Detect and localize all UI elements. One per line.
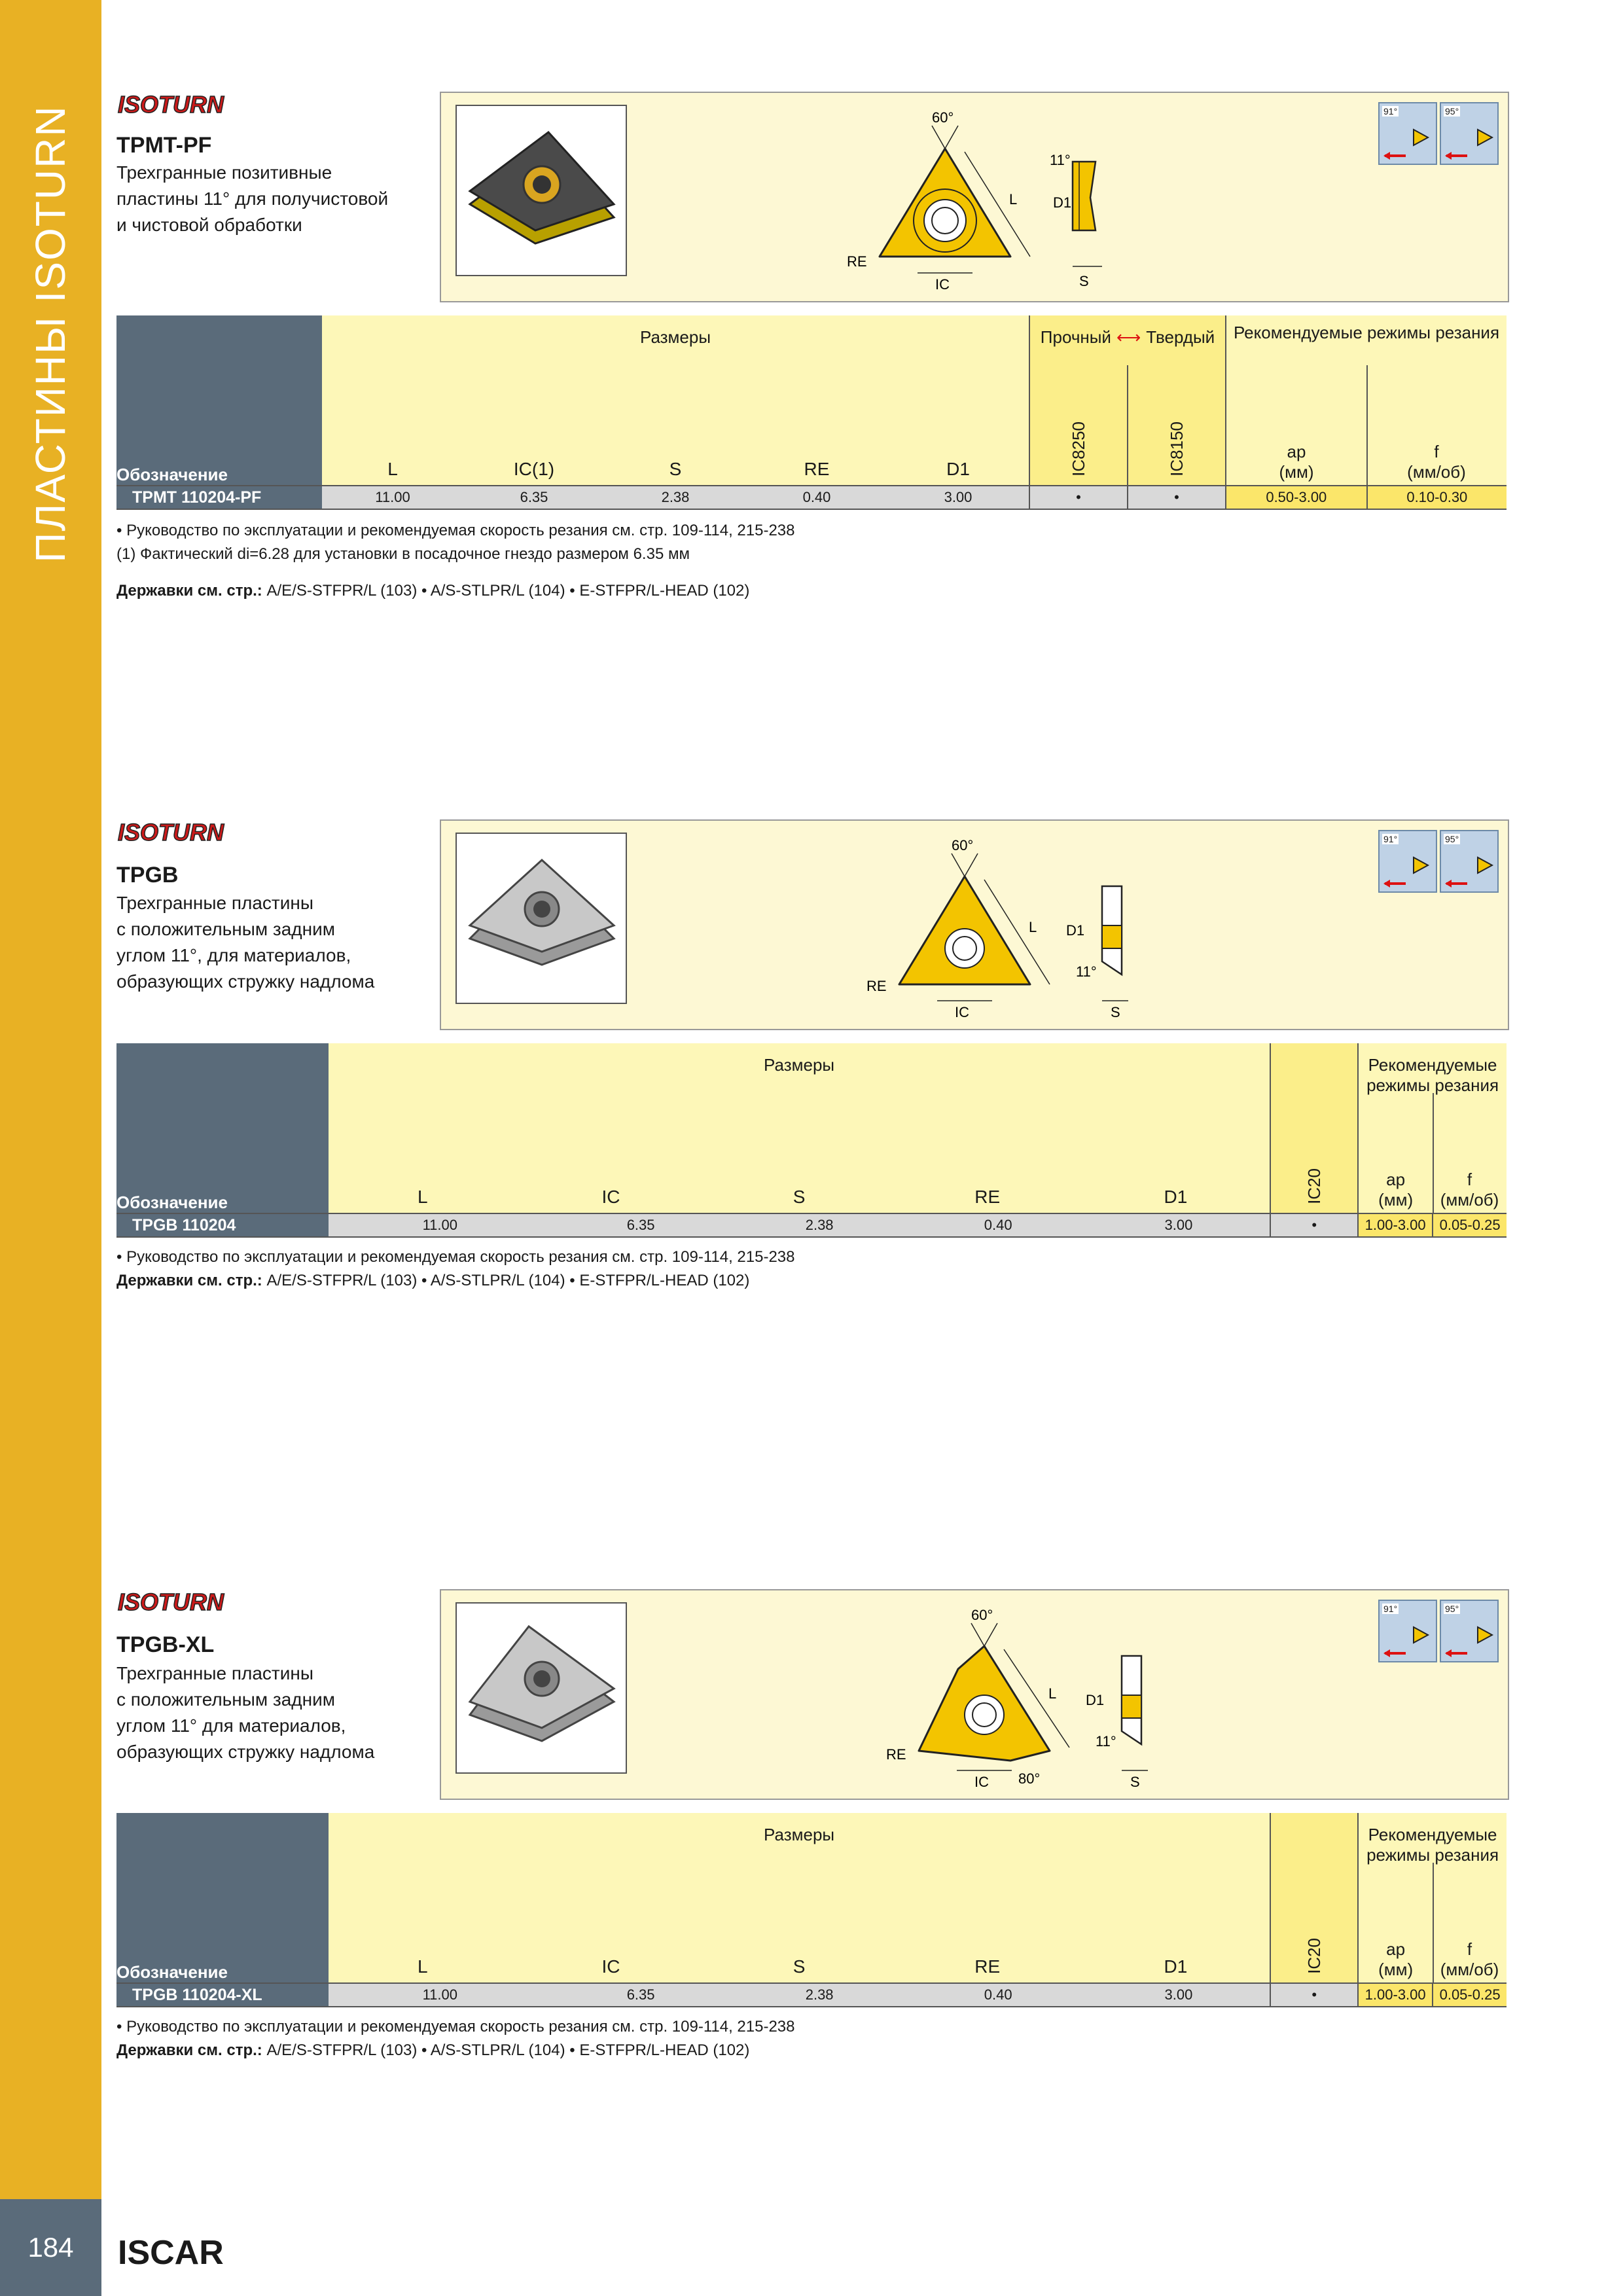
insert-photo — [455, 105, 627, 276]
svg-text:11°: 11° — [1096, 1733, 1116, 1749]
col-IC: IC — [601, 1187, 620, 1207]
holders-line: Державки см. стр.: A/E/S-STFPR/L (103) • A/S-STLPR/L (104) • E-STFPR/L-HEAD (102) — [116, 582, 750, 600]
svg-text:L: L — [1048, 1685, 1057, 1702]
svg-text:D1: D1 — [1086, 1692, 1105, 1708]
insert-photo — [455, 833, 627, 1004]
sidebar — [0, 0, 101, 2199]
table-row: TPGB 110204-XL 11.00 6.35 2.38 0.40 3.00 • 1.00-3.00 0.05-0.25 — [116, 1983, 1507, 2007]
grade-IC8250: IC8250 — [1068, 422, 1088, 476]
figure-panel — [440, 819, 1509, 1030]
designation-header: Обозначение — [116, 1043, 329, 1213]
f-header: f (мм/об) — [1440, 1939, 1499, 1979]
product-title: TPGB — [116, 863, 179, 888]
col-D1: D1 — [946, 459, 970, 479]
svg-text:IC: IC — [974, 1774, 989, 1790]
holders-line: Державки см. стр.: A/E/S-STFPR/L (103) • A/S-STLPR/L (104) • E-STFPR/L-HEAD (102) — [116, 1272, 750, 1289]
insert-photo — [455, 1602, 627, 1774]
col-L: L — [418, 1187, 428, 1207]
svg-text:RE: RE — [886, 1746, 906, 1763]
figure-panel — [440, 92, 1509, 302]
svg-text:S: S — [1130, 1774, 1140, 1790]
svg-text:ISOTURN: ISOTURN — [118, 819, 224, 846]
designation-header: Обозначение — [116, 1813, 329, 1983]
svg-text:ISOTURN: ISOTURN — [118, 92, 224, 118]
application-icon-95: 95° — [1440, 830, 1499, 893]
svg-text:S: S — [1079, 273, 1089, 289]
spec-table — [116, 1043, 1507, 1238]
arrow-icon: ⟷ — [1116, 327, 1141, 347]
cutting-header: Рекомендуемые режимы резания — [1366, 1055, 1499, 1095]
svg-text:60°: 60° — [952, 837, 974, 853]
col-D1: D1 — [1164, 1187, 1188, 1207]
col-RE: RE — [974, 1956, 1001, 1977]
technical-drawing — [853, 827, 1154, 1024]
figure-panel — [440, 1589, 1509, 1800]
insert-image — [457, 106, 626, 275]
application-icon-91: 91° — [1378, 102, 1437, 165]
product-description: Трехгранные позитивные пластины 11° для получистовой и чистовой обработки — [116, 162, 389, 235]
spec-table — [116, 315, 1507, 510]
f-header: f (мм/об) — [1440, 1170, 1499, 1210]
insert-image — [457, 834, 626, 1003]
technical-drawing — [834, 99, 1135, 296]
svg-text:11°: 11° — [1050, 152, 1071, 168]
notes — [116, 2015, 795, 2062]
col-RE: RE — [974, 1187, 1001, 1207]
grade-tough-label: Прочный — [1040, 327, 1111, 347]
product-description: Трехгранные пластины с положительным задним углом 11° для материалов, образующих стружку надлома — [116, 1663, 375, 1762]
svg-text:80°: 80° — [1018, 1770, 1041, 1787]
dims-header: Размеры — [764, 1055, 835, 1075]
col-RE: RE — [804, 459, 830, 479]
footer-brand: ISCAR — [118, 2234, 224, 2272]
table-row: TPMT 110204-PF 11.00 6.35 2.38 0.40 3.00 • • 0.50-3.00 0.10-0.30 — [116, 486, 1507, 509]
svg-text:S: S — [1111, 1004, 1120, 1020]
dims-header: Размеры — [639, 327, 711, 347]
notes — [116, 1246, 795, 1293]
isoturn-logo — [116, 1589, 260, 1615]
grade-hard-label: Твердый — [1146, 327, 1215, 347]
spec-table — [116, 1813, 1507, 2007]
svg-text:11°: 11° — [1076, 963, 1097, 980]
svg-text:D1: D1 — [1066, 922, 1085, 939]
note-guide: • Руководство по эксплуатации и рекомендуемая скорость резания см. стр. 109-114, 215-238 — [116, 1248, 795, 1266]
product-title: TPMT-PF — [116, 133, 212, 158]
product-description: Трехгранные пластины с положительным задним углом 11°, для материалов, образующих стружку надлома — [116, 893, 375, 992]
col-L: L — [418, 1956, 428, 1977]
grade-IC20: IC20 — [1304, 1168, 1324, 1204]
col-S: S — [793, 1187, 806, 1207]
cutting-header: Рекомендуемые режимы резания — [1366, 1825, 1499, 1865]
dims-header: Размеры — [764, 1825, 835, 1844]
col-S: S — [793, 1956, 806, 1977]
designation-header: Обозначение — [116, 315, 322, 486]
sidebar-title: ПЛАСТИНЫ ISOTURN — [27, 105, 74, 563]
notes — [116, 519, 795, 603]
svg-text:RE: RE — [866, 978, 887, 994]
technical-drawing — [873, 1597, 1174, 1793]
table-row: TPGB 110204 11.00 6.35 2.38 0.40 3.00 • 1.00-3.00 0.05-0.25 — [116, 1213, 1507, 1237]
f-header: f (мм/об) — [1407, 442, 1466, 482]
cutting-header: Рекомендуемые режимы резания — [1233, 323, 1500, 342]
page-number: 184 — [0, 2199, 101, 2296]
svg-text:IC: IC — [935, 276, 950, 293]
svg-text:60°: 60° — [971, 1607, 993, 1623]
svg-text:D1: D1 — [1053, 194, 1072, 211]
note-footnote: (1) Фактический di=6.28 для установки в посадочное гнездо размером 6.35 мм — [116, 545, 690, 563]
svg-text:RE: RE — [847, 253, 867, 270]
grade-IC20: IC20 — [1304, 1938, 1324, 1974]
col-IC: IC — [601, 1956, 620, 1977]
svg-text:IC: IC — [955, 1004, 969, 1020]
ap-header: ap (мм) — [1378, 1170, 1414, 1210]
col-L: L — [387, 459, 398, 479]
col-S: S — [669, 459, 682, 479]
note-guide: • Руководство по эксплуатации и рекомендуемая скорость резания см. стр. 109-114, 215-238 — [116, 522, 795, 539]
isoturn-logo — [116, 819, 260, 846]
col-D1: D1 — [1164, 1956, 1188, 1977]
grade-IC8150: IC8150 — [1166, 422, 1186, 476]
application-icon-91: 91° — [1378, 830, 1437, 893]
holders-line: Державки см. стр.: A/E/S-STFPR/L (103) • A/S-STLPR/L (104) • E-STFPR/L-HEAD (102) — [116, 2041, 750, 2059]
ap-header: ap (мм) — [1279, 442, 1314, 482]
svg-text:L: L — [1009, 191, 1018, 207]
application-icon-91: 91° — [1378, 1600, 1437, 1662]
isoturn-logo — [116, 92, 260, 118]
application-icon-95: 95° — [1440, 1600, 1499, 1662]
svg-text:L: L — [1029, 919, 1037, 935]
product-title: TPGB-XL — [116, 1632, 215, 1657]
insert-image — [457, 1604, 626, 1772]
svg-text:60°: 60° — [932, 109, 954, 126]
note-guide: • Руководство по эксплуатации и рекомендуемая скорость резания см. стр. 109-114, 215-238 — [116, 2018, 795, 2036]
svg-text:ISOTURN: ISOTURN — [118, 1589, 224, 1615]
col-IC: IC(1) — [513, 459, 555, 479]
application-icon-95: 95° — [1440, 102, 1499, 165]
ap-header: ap (мм) — [1378, 1939, 1414, 1979]
